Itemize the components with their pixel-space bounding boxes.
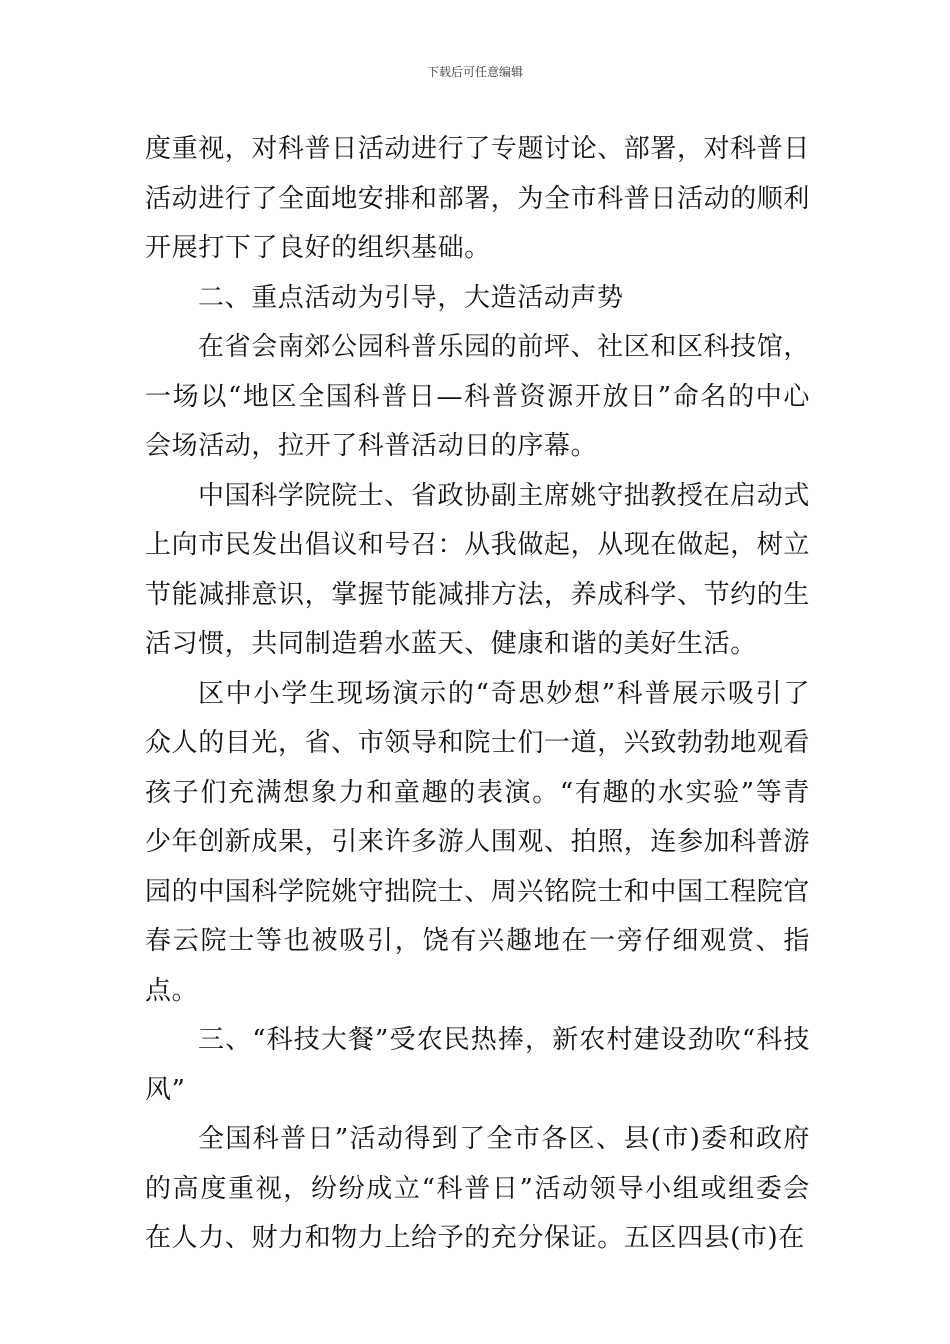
paragraph-students: 区中小学生现场演示的“奇思妙想”科普展示吸引了众人的目光，省、市领导和院士们一道，兴致勃勃地观看孩子们充满想象力和童趣的表演。“有趣的水实验”等青少年创新成果，引来许多游人围观、拍照，连参加科普游园的中国科学院姚守拙院士、周兴铭院士和中国工程院官春云院士等也被吸引，饶有兴趣地在一旁仔细观赏、指点。 xyxy=(145,678,811,1006)
section-heading-3: 三、“科技大餐”受农民热捧，新农村建设劲吹“科技风” xyxy=(145,1025,810,1105)
page-header-note: 下载后可任意编辑 xyxy=(426,65,523,79)
paragraph-venue: 在省会南郊公园科普乐园的前坪、社区和区科技馆，一场以“地区全国科普日—科普资源开放日”命名的中心会场活动，拉开了科普活动日的序幕。 xyxy=(145,332,810,461)
section-heading-2: 二、重点活动为引导，大造活动声势 xyxy=(198,282,624,313)
document-body xyxy=(145,125,810,1264)
paragraph-counties: 全国科普日”活动得到了全市各区、县(市)委和政府的高度重视，纷纷成立“科普日”活动领导小组或组委会在人力、财力和物力上给予的充分保证。五区四县(市)在 xyxy=(145,1124,810,1253)
paragraph-continuation: 度重视，对科普日活动进行了专题讨论、部署，对科普日活动进行了全面地安排和部署，为全市科普日活动的顺利开展打下了良好的组织基础。 xyxy=(145,134,811,263)
paragraph-initiative: 中国科学院院士、省政协副主席姚守拙教授在启动式上向市民发出倡议和号召：从我做起，从现在做起，树立节能减排意识，掌握节能减排方法，养成科学、节约的生活习惯，共同制造碧水蓝天、健康和谐的美好生活。 xyxy=(145,480,811,659)
